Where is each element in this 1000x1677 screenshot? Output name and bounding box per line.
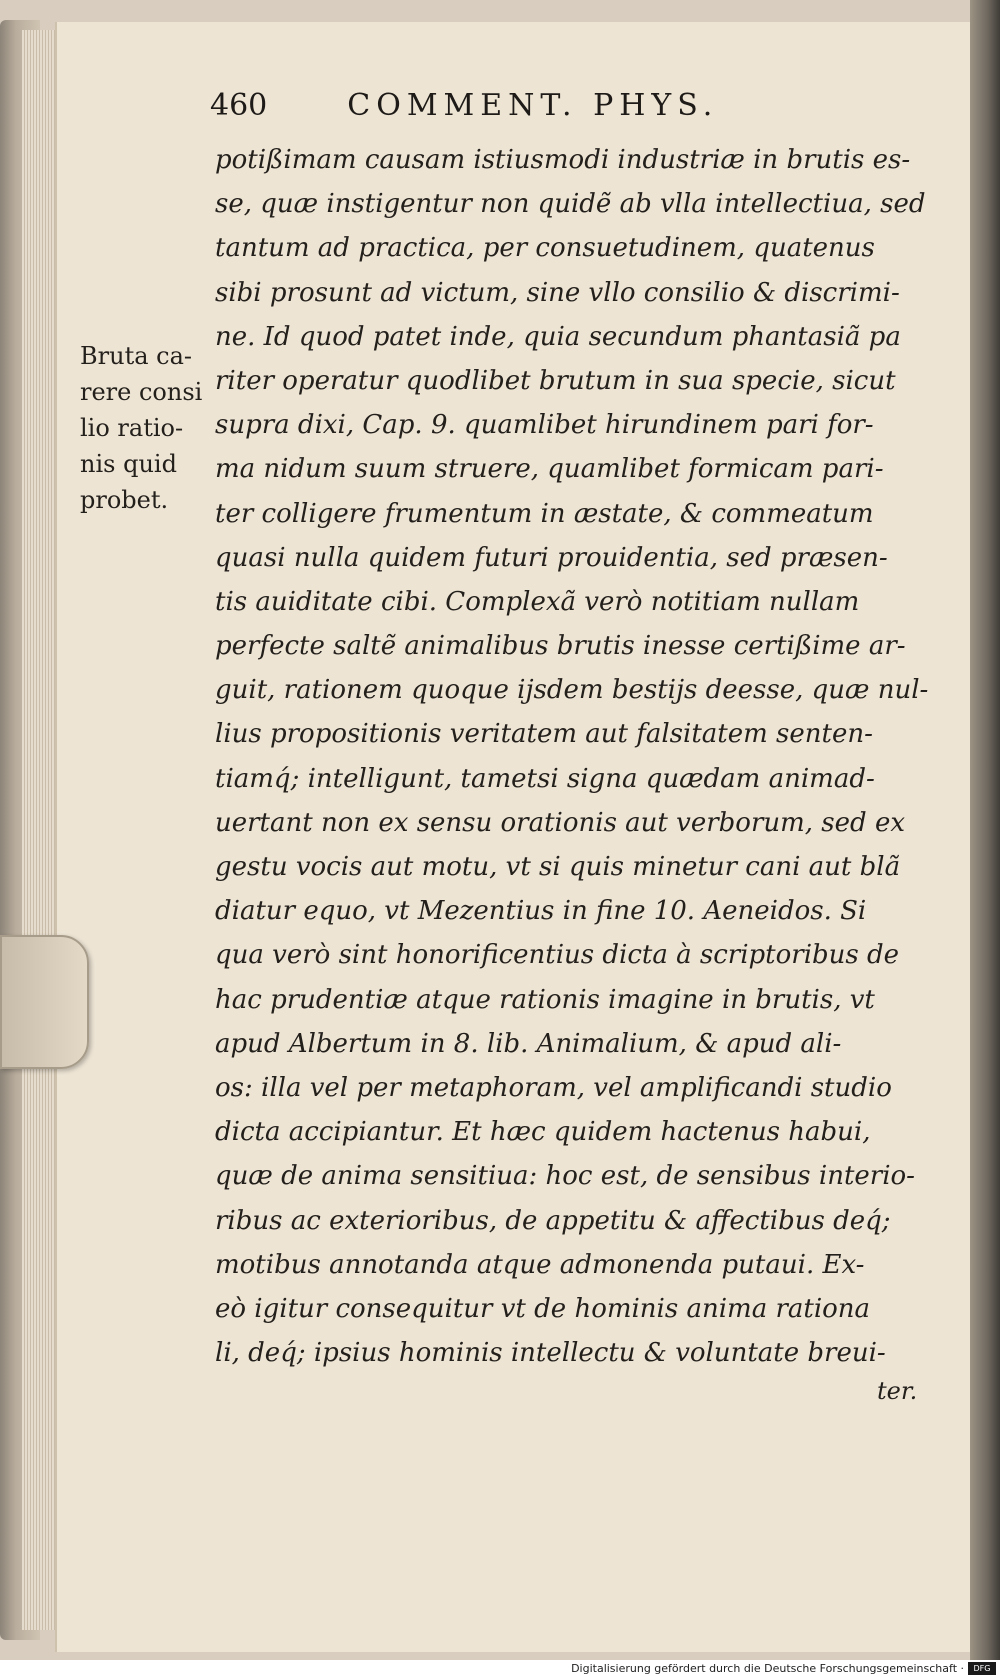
- margin-note-line: nis quid: [80, 450, 177, 478]
- funding-credit: Digitalisierung gefördert durch die Deutsche Forschungsgemeinschaft ·: [571, 1662, 964, 1675]
- text-line: eò igitur consequitur vt de hominis anima rationa: [215, 1293, 871, 1324]
- book-cover-right: [970, 0, 1000, 1660]
- text-line: tantum ad practica, per consuetudinem, quatenus: [215, 233, 875, 264]
- text-line: tiamq́; intelligunt, tametsi signa quædam animad-: [215, 763, 875, 794]
- margin-note-line: rere consi: [80, 378, 203, 406]
- text-line: lius propositionis veritatem aut falsitatem senten-: [215, 719, 873, 750]
- margin-note-line: probet.: [80, 486, 169, 514]
- text-line: quæ de anima sensitiua: hoc est, de sensibus interio-: [215, 1161, 915, 1192]
- text-line: se, quæ instigentur non quidẽ ab vlla intellectiua, sed: [215, 189, 926, 220]
- text-line: ne. Id quod patet inde, quia secundum phantasiã pa: [215, 321, 901, 352]
- text-line: ma nidum suum struere, quamlibet formicam pari-: [215, 454, 884, 485]
- catchword: ter.: [877, 1377, 918, 1405]
- margin-note-line: Bruta ca-: [80, 342, 193, 370]
- text-line: dicta accipiantur. Et hæc quidem hactenus habui,: [215, 1117, 871, 1148]
- text-line: li, deq́; ipsius hominis intellectu & voluntate breui-: [215, 1338, 886, 1369]
- text-line: gestu vocis aut motu, vt si quis minetur cani aut blã: [215, 852, 901, 882]
- running-title: COMMENT. PHYS.: [347, 88, 719, 123]
- page-number: 460: [210, 88, 268, 123]
- text-line: motibus annotanda atque admonenda putaui. Ex-: [215, 1249, 865, 1280]
- text-line: supra dixi, Cap. 9. quamlibet hirundinem pari for-: [215, 410, 874, 441]
- text-line: guit, rationem quoque ijsdem bestijs deesse, quæ nul-: [215, 675, 929, 706]
- text-line: perfecte saltẽ animalibus brutis inesse certißime ar-: [215, 631, 906, 662]
- running-head: [210, 88, 790, 134]
- text-line: uertant non ex sensu orationis aut verborum, sed ex: [215, 807, 905, 838]
- body-text: [215, 138, 929, 1375]
- text-line: apud Albertum in 8. lib. Animalium, & apud ali-: [215, 1028, 842, 1059]
- text-line: ter colligere frumentum in æstate, & commeatum: [215, 498, 874, 529]
- digitization-footer: [0, 1660, 1000, 1677]
- text-line: potißimam causam istiusmodi industriæ in brutis es-: [215, 145, 911, 175]
- text-line: quasi nulla quidem futuri prouidentia, sed præsen-: [215, 542, 888, 573]
- page-clip: [0, 935, 89, 1069]
- margin-note-line: lio ratio-: [80, 414, 184, 442]
- text-line: ribus ac exterioribus, de appetitu & affectibus deq́;: [215, 1205, 891, 1236]
- margin-note: [80, 338, 205, 518]
- text-line: sibi prosunt ad victum, sine vllo consilio & discrimi-: [215, 277, 900, 308]
- text-line: os: illa vel per metaphoram, vel amplificandi studio: [215, 1072, 892, 1103]
- text-line: diatur equo, vt Mezentius in fine 10. Aeneidos. Si: [215, 896, 867, 927]
- text-line: tis auiditate cibi. Complexã verò notitiam nullam: [215, 586, 860, 617]
- dfg-logo-badge: DFG: [968, 1662, 996, 1675]
- text-line: riter operatur quodlibet brutum in sua specie, sicut: [215, 365, 896, 396]
- text-line: qua verò sint honorificentius dicta à scriptoribus de: [215, 940, 900, 971]
- text-line: hac prudentiæ atque rationis imagine in brutis, vt: [215, 984, 875, 1015]
